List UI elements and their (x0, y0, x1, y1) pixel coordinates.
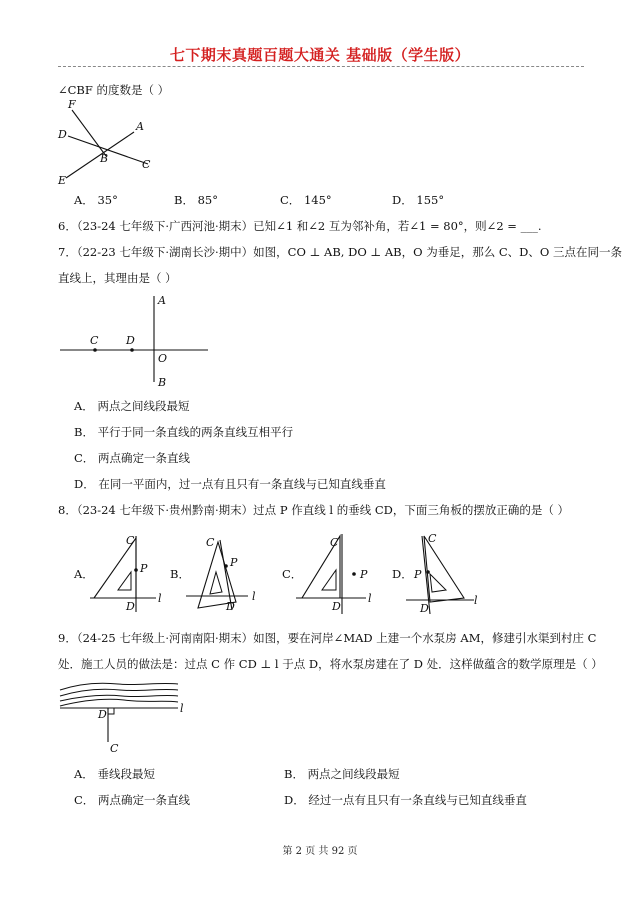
q8-d-label-l: l (474, 594, 478, 607)
q5-label-F: F (68, 98, 76, 111)
q7-option-d[interactable]: D． 在同一平面内，过一点有且只有一条直线与已知直线垂直 (74, 477, 386, 491)
q9-line2: 处．施工人员的做法是：过点 C 作 CD ⊥ l 于点 D，将水泵房建在了 D 处．这样做蕴含的数学原理是（ ） (58, 657, 603, 671)
q8-option-c-key[interactable]: C． (282, 567, 303, 581)
q5-label-B: B (100, 152, 109, 165)
q8-option-a-figure[interactable] (90, 528, 170, 618)
q8-b-label-D: D (226, 600, 235, 613)
q8-b-label-P: P (230, 556, 238, 569)
q8-d-label-P: P (414, 568, 422, 581)
q5-option-b[interactable]: B． 85° (174, 193, 218, 207)
q8-text: 8．（23-24 七年级下·贵州黔南·期末）过点 P 作直线 l 的垂线 CD，下面三角板的摆放正确的是（ ） (58, 503, 570, 517)
q5-figure (54, 98, 174, 186)
q9-option-c[interactable]: C． 两点确定一条直线 (74, 793, 190, 807)
q8-c-label-P: P (360, 568, 368, 581)
q7-figure (60, 292, 215, 388)
q5-stem: ∠CBF 的度数是（ ） (58, 83, 170, 97)
q8-a-label-D: D (126, 600, 135, 613)
q8-d-label-C: C (428, 532, 437, 545)
q5-option-c[interactable]: C． 145° (280, 193, 332, 207)
q9-label-D: D (98, 708, 107, 721)
q5-option-a[interactable]: A． 35° (74, 193, 118, 207)
q9-label-l: l (180, 702, 184, 715)
q7-label-B: B (158, 376, 167, 389)
q7-label-A: A (158, 294, 166, 307)
q5-label-C: C (142, 158, 151, 171)
q8-option-c-figure[interactable] (296, 528, 386, 618)
q8-b-label-l: l (252, 590, 256, 603)
q8-d-label-D: D (420, 602, 429, 615)
q5-label-E: E (58, 174, 67, 187)
q8-option-b-figure[interactable] (186, 528, 266, 618)
q6-text: 6．（23-24 七年级下·广西河池·期末）已知∠1 和∠2 互为邻补角，若∠1 = 80°，则∠2 = ___. (58, 219, 542, 233)
q9-label-C: C (110, 742, 119, 755)
q5-label-D: D (58, 128, 67, 141)
header-divider (58, 66, 584, 67)
q9-option-d[interactable]: D． 经过一点有且只有一条直线与已知直线垂直 (284, 793, 527, 807)
q7-option-c[interactable]: C． 两点确定一条直线 (74, 451, 190, 465)
q9-figure (58, 678, 188, 758)
page-header-title: 七下期末真题百题大通关 基础版（学生版） (169, 46, 471, 64)
q9-line1: 9．（24-25 七年级上·河南南阳·期末）如图，要在河岸∠MAD 上建一个水泵房 AM，修建引水渠到村庄 C (58, 631, 597, 645)
q7-line1: 7．（22-23 七年级下·湖南长沙·期中）如图，CO ⊥ AB, DO ⊥ AB，O 为垂足，那么 C、D、O 三点在同一条 (58, 245, 622, 259)
q8-option-a-key[interactable]: A． (74, 567, 94, 581)
q5-label-A: A (136, 120, 144, 133)
q8-a-label-P: P (140, 562, 148, 575)
q7-label-C: C (90, 334, 99, 347)
q5-option-d[interactable]: D． 155° (392, 193, 445, 207)
q7-option-a[interactable]: A． 两点之间线段最短 (74, 399, 190, 413)
q7-line2: 直线上，其理由是（ ） (58, 271, 177, 285)
q8-option-d-figure[interactable] (406, 528, 490, 618)
q8-a-label-l: l (158, 592, 162, 605)
q8-a-label-C: C (126, 534, 135, 547)
q9-option-a[interactable]: A． 垂线段最短 (74, 767, 155, 781)
q8-c-label-l: l (368, 592, 372, 605)
page-footer: 第 2 页 共 92 页 (282, 846, 358, 857)
q8-b-label-C: C (206, 536, 215, 549)
q7-label-D: D (126, 334, 135, 347)
q7-option-b[interactable]: B． 平行于同一条直线的两条直线互相平行 (74, 425, 294, 439)
q8-option-b-key[interactable]: B． (170, 567, 190, 581)
q8-c-label-D: D (332, 600, 341, 613)
q8-option-d-key[interactable]: D． (392, 567, 413, 581)
q7-label-O: O (158, 352, 168, 365)
q9-option-b[interactable]: B． 两点之间线段最短 (284, 767, 400, 781)
q8-c-label-C: C (330, 536, 339, 549)
